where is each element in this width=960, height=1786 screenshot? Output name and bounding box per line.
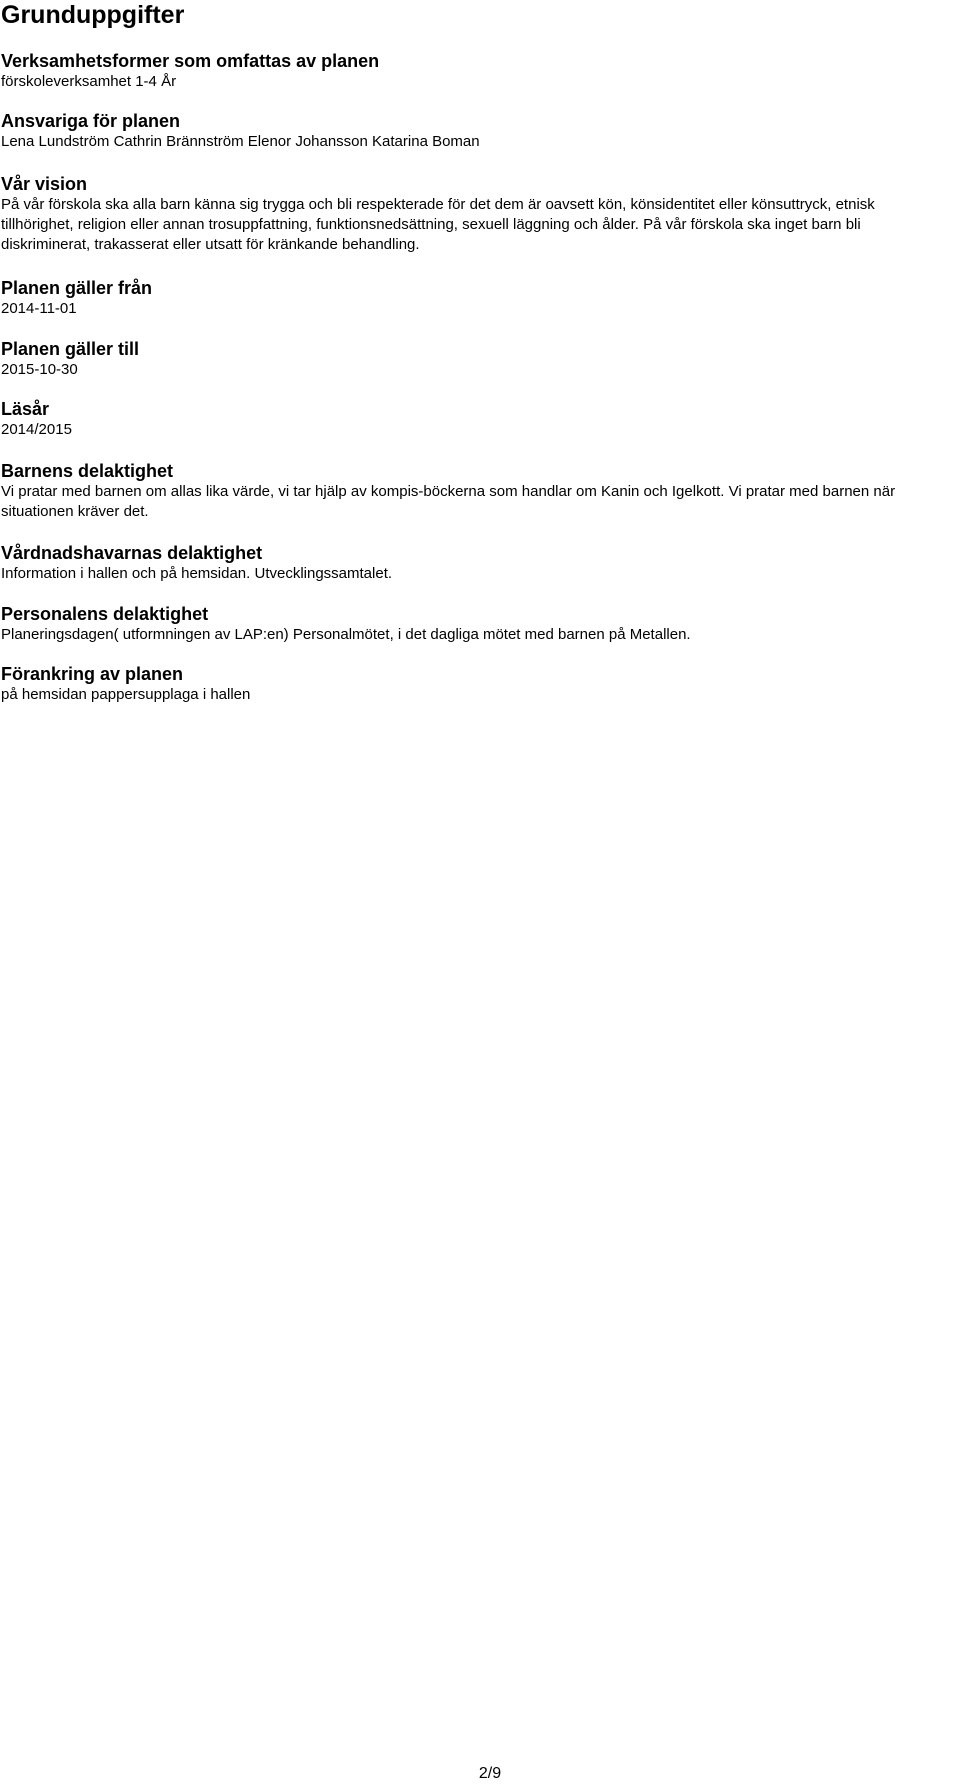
- section-text: 2014/2015: [1, 421, 72, 438]
- section-heading: Förankring av planen: [1, 664, 184, 684]
- section-text: På vår förskola ska alla barn känna sig trygga och bli respekterade för det dem är oavsett kön, könsidentitet eller könsuttryck, etnisk tillhörighet, religion eller annan trosuppfattning, funktionsnedsättning, sexuell läggning och ålder. På vår förskola ska inget barn bli diskriminerat, trakasserat eller utsatt för kränkande behandling.: [1, 196, 879, 253]
- section-vision: [1, 173, 951, 255]
- section-heading: Personalens delaktighet: [1, 604, 209, 624]
- section-heading: Vårdnadshavarnas delaktighet: [1, 543, 263, 563]
- section-forankring: [1, 663, 250, 705]
- page-number: 2/9: [478, 1765, 502, 1782]
- section-personalens-delaktighet: [1, 603, 691, 645]
- section-giltig-till: [1, 338, 139, 380]
- section-heading: Läsår: [1, 399, 50, 419]
- section-heading: Ansvariga för planen: [1, 111, 181, 131]
- section-heading: Vår vision: [1, 174, 88, 194]
- page-title: Grunduppgifter: [1, 1, 185, 29]
- section-text: på hemsidan pappersupplaga i hallen: [1, 686, 251, 703]
- section-vardnadshavarnas-delaktighet: [1, 542, 392, 584]
- document-content: [1, 0, 951, 703]
- section-barnens-delaktighet: [1, 460, 951, 522]
- section-text: Lena Lundström Cathrin Brännström Elenor Johansson Katarina Boman: [1, 133, 480, 150]
- section-verksamhetsformer: [1, 50, 379, 92]
- section-heading: Planen gäller till: [1, 339, 140, 359]
- section-text: 2014-11-01: [1, 300, 77, 317]
- section-heading: Barnens delaktighet: [1, 461, 174, 481]
- section-text: Vi pratar med barnen om allas lika värde, vi tar hjälp av kompis-böckerna som handlar om Kanin och Igelkott. Vi pratar med barnen när situationen kräver det.: [1, 483, 900, 520]
- section-text: Information i hallen och på hemsidan. Utvecklingssamtalet.: [1, 565, 393, 582]
- section-heading: Planen gäller från: [1, 278, 153, 298]
- section-text: 2015-10-30: [1, 361, 78, 378]
- section-ansvariga: [1, 110, 480, 152]
- section-giltig-fran: [1, 277, 152, 319]
- section-text: förskoleverksamhet 1-4 År: [1, 73, 177, 90]
- section-heading: Verksamhetsformer som omfattas av planen: [1, 51, 380, 71]
- section-text: Planeringsdagen( utformningen av LAP:en) Personalmötet, i det dagliga mötet med barnen på Metallen.: [1, 626, 691, 643]
- section-lasar: [1, 398, 72, 440]
